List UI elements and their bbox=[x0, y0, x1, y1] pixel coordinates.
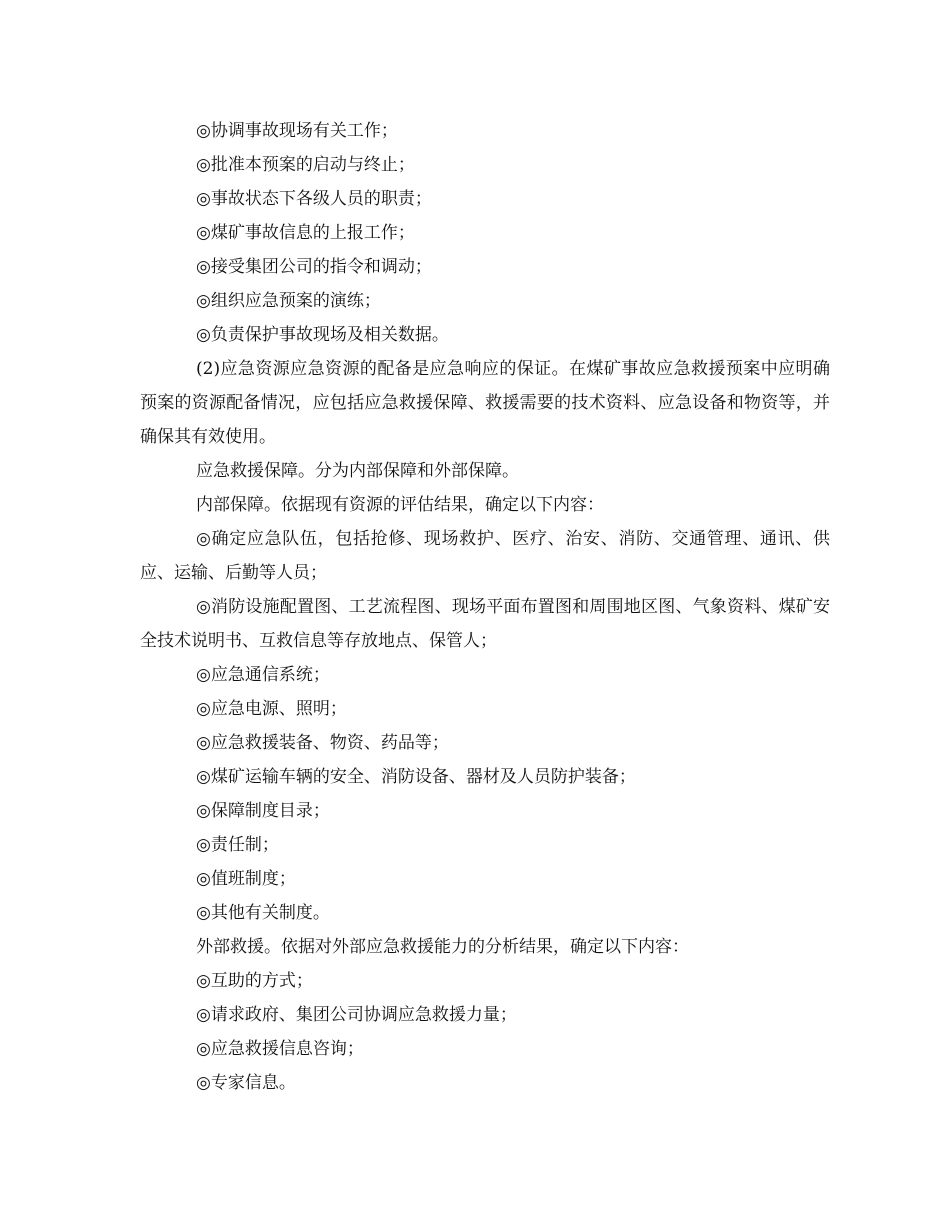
bullet-system-catalog: ◎保障制度目录； bbox=[196, 801, 330, 821]
bullet-organize-drills: ◎组织应急预案的演练； bbox=[196, 291, 381, 311]
bullet-transport-vehicles: ◎煤矿运输车辆的安全、消防设备、器材及人员防护装备； bbox=[196, 767, 636, 787]
bullet-fire-facility-maps: ◎消防设施配置图、工艺流程图、现场平面布置图和周围地区图、气象资料、煤矿安全技术说明书、互救信息等存放地点、保管人； bbox=[140, 597, 830, 651]
bullet-mutual-aid: ◎互助的方式； bbox=[196, 971, 313, 991]
bullet-protect-scene: ◎负责保护事故现场及相关数据。 bbox=[196, 325, 449, 345]
bullet-info-consulting: ◎应急救援信息咨询； bbox=[196, 1039, 364, 1059]
document-body bbox=[140, 114, 830, 1100]
bullet-approve-plan: ◎批准本预案的启动与终止； bbox=[196, 155, 415, 175]
bullet-duty-system: ◎值班制度； bbox=[196, 869, 296, 889]
bullet-emergency-team: ◎确定应急队伍，包括抢修、现场救护、医疗、治安、消防、交通管理、通讯、供应、运输、后勤等人员； bbox=[140, 529, 830, 583]
bullet-communication-system: ◎应急通信系统； bbox=[196, 665, 330, 685]
bullet-staff-duties: ◎事故状态下各级人员的职责； bbox=[196, 189, 432, 209]
bullet-responsibility: ◎责任制； bbox=[196, 835, 279, 855]
bullet-accept-orders: ◎接受集团公司的指令和调动； bbox=[196, 257, 432, 277]
bullet-power-lighting: ◎应急电源、照明； bbox=[196, 699, 347, 719]
paragraph-external-rescue: 外部救援。依据对外部应急救援能力的分析结果，确定以下内容： bbox=[196, 937, 689, 957]
bullet-request-government: ◎请求政府、集团公司协调应急救援力量； bbox=[196, 1005, 517, 1025]
paragraph-emergency-resources: (2)应急资源应急资源的配备是应急响应的保证。在煤矿事故应急救援预案中应明确预案的资源配备情况，应包括应急救援保障、救援需要的技术资料、应急设备和物资等，并确保其有效使用。 bbox=[140, 359, 830, 447]
paragraph-rescue-guarantee: 应急救援保障。分为内部保障和外部保障。 bbox=[196, 461, 519, 481]
bullet-expert-info: ◎专家信息。 bbox=[196, 1073, 296, 1093]
bullet-rescue-equipment: ◎应急救援装备、物资、药品等； bbox=[196, 733, 449, 753]
bullet-other-systems: ◎其他有关制度。 bbox=[196, 903, 330, 923]
bullet-coordinate-scene: ◎协调事故现场有关工作； bbox=[196, 121, 398, 141]
paragraph-internal-guarantee: 内部保障。依据现有资源的评估结果，确定以下内容： bbox=[196, 495, 604, 515]
bullet-report-info: ◎煤矿事故信息的上报工作； bbox=[196, 223, 415, 243]
